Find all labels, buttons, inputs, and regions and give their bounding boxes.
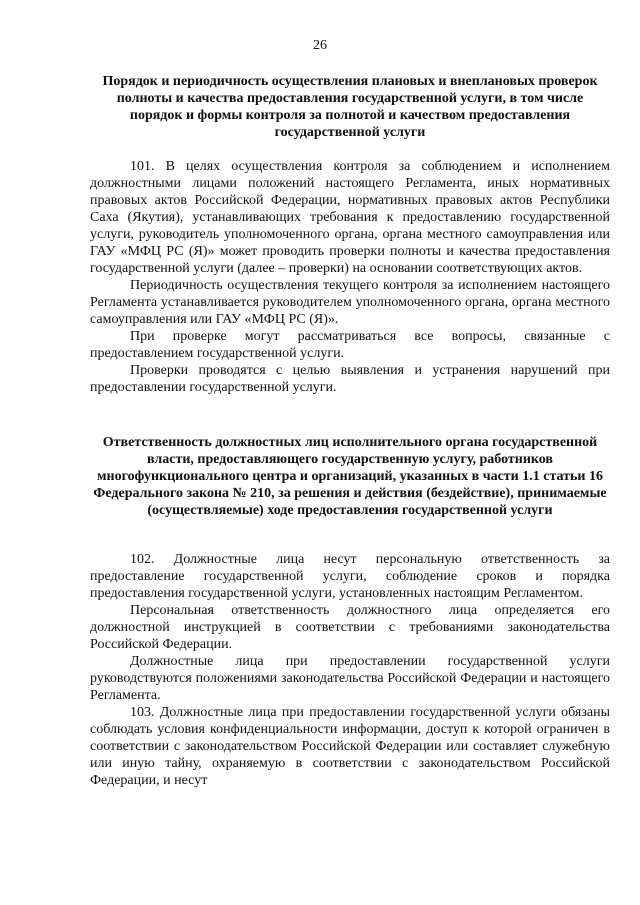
section-1-heading-block — [90, 73, 610, 141]
paragraph-check-questions: При проверке могут рассматриваться все вопросы, связанные с предоставлением государственной услуги. — [90, 329, 610, 361]
paragraph-101: 101. В целях осуществления контроля за соблюдением и исполнением должностными лицами положений настоящего Регламента, иных нормативных правовых актов Российской Федерации, нормативных правовых актов Республики Саха (Якутия), устанавливающих требования к предоставлению государственной услуги, руководитель уполномоченного органа, органа местного самоуправления или ГАУ «МФЦ РС (Я)» может проводить проверки полноты и качества предоставления государственной услуги (далее – проверки) на основании соответствующих актов. — [90, 159, 610, 276]
paragraph-personal-responsibility: Персональная ответственность должностного лица определяется его должностной инструкцией в соответствии с требованиями законодательства Российской Федерации. — [90, 603, 610, 652]
paragraph-guidance: Должностные лица при предоставлении государственной услуги руководствуются положениями законодательства Российской Федерации и настоящего Регламента. — [90, 654, 610, 703]
section-1-body — [90, 158, 610, 396]
section-2-heading: Ответственность должностных лиц исполнительного органа государственной власти, предоставляющего государственную услугу, работников многофункционального центра и организаций, указанных в части 1.1 статьи 16 Федерального закона № 210, за решения и действия (бездействие), принимаемые (осуществляемые) ходе предоставления государственной услуги — [93, 435, 607, 518]
paragraph-check-purpose: Проверки проводятся с целью выявления и устранения нарушений при предоставлении государственной услуги. — [90, 363, 610, 395]
paragraph-periodicity: Периодичность осуществления текущего контроля за исполнением настоящего Регламента устанавливается руководителем уполномоченного органа, органа местного самоуправления или ГАУ «МФЦ РС (Я)». — [90, 278, 610, 327]
page-number: 26 — [313, 38, 327, 53]
paragraph-102: 102. Должностные лица несут персональную ответственность за предоставление государственной услуги, соблюдение сроков и порядка предоставления государственной услуги, установленных настоящим Регламентом. — [90, 552, 610, 601]
section-2-body — [90, 551, 610, 789]
paragraph-103: 103. Должностные лица при предоставлении государственной услуги обязаны соблюдать условия конфиденциальности информации, доступ к которой ограничен в соответствии с законодательством Российской Федерации или составляет служебную или иную тайну, охраняемую в соответствии с законодательством Российской Федерации, и несут — [90, 705, 610, 788]
section-2-heading-block — [90, 434, 610, 519]
section-1-heading: Порядок и периодичность осуществления плановых и внеплановых проверок полноты и качества предоставления государственной услуги, в том числе порядок и формы контроля за полнотой и качеством предоставления государственной услуги — [102, 74, 598, 140]
